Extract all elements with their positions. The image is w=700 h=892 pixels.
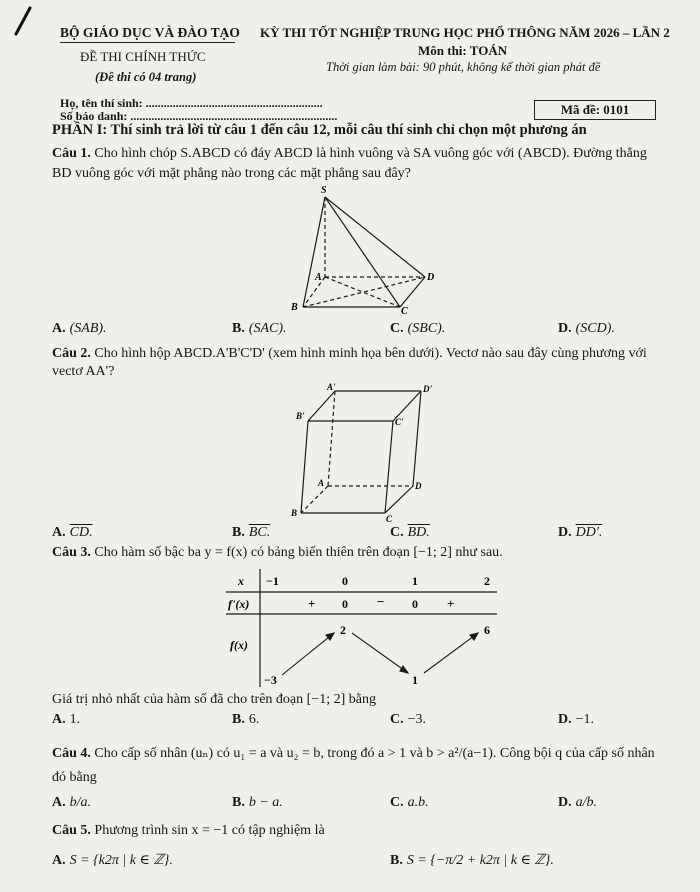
- q1-option-c[interactable]: C. (SBC).: [390, 321, 446, 336]
- q2-number: Câu 2.: [52, 346, 91, 361]
- q2-line1: [52, 346, 647, 362]
- q3-x-4: 2: [484, 574, 490, 588]
- q5-option-b[interactable]: B. S = {−π/2 + k2π | k ∈ ℤ}.: [390, 853, 554, 868]
- q3-option-d[interactable]: D. −1.: [558, 712, 595, 727]
- q3-fp-sign2: 0: [342, 597, 348, 611]
- q2-label-D: D: [415, 481, 422, 491]
- ministry-name: BỘ GIÁO DỤC VÀ ĐÀO TẠO: [60, 25, 240, 40]
- q3-fp-sign5: +: [447, 596, 455, 611]
- q2-option-c[interactable]: C. BD.: [390, 525, 430, 540]
- q3-x-1: −1: [266, 574, 279, 588]
- q1-label-S: S: [321, 185, 327, 196]
- q1-text1: Cho hình chóp S.ABCD có đáy ABCD là hình vuông và SA vuông góc với (ABCD). Đường thẳng: [94, 146, 647, 161]
- q2-label-A: A: [318, 478, 325, 488]
- q3-x-3: 1: [412, 574, 418, 588]
- q3-variation-table: [222, 567, 502, 692]
- q4-option-b[interactable]: B. b − a.: [232, 795, 283, 810]
- id-line: Số báo danh: .....................................................................: [60, 109, 338, 123]
- q5-option-a[interactable]: A. S = {k2π | k ∈ ℤ}.: [52, 853, 173, 868]
- q1-label-B: B: [291, 302, 298, 313]
- q3-fp-sign3: −: [377, 594, 385, 609]
- q1-option-d[interactable]: D. (SCD).: [558, 321, 615, 336]
- q3-f-val3: 1: [412, 673, 418, 687]
- ministry-underline: [60, 42, 235, 43]
- q5-line1: [52, 823, 325, 839]
- exam-title: KỲ THI TỐT NGHIỆP TRUNG HỌC PHỔ THÔNG NĂM 2026 – LẦN 2: [260, 25, 670, 40]
- q3-x-2: 0: [342, 574, 348, 588]
- q3-number: Câu 3.: [52, 545, 91, 560]
- q4-option-c[interactable]: C. a.b.: [390, 795, 429, 810]
- q4-text2: đó bằng: [52, 770, 97, 785]
- pages-note: (Đề thi có 04 trang): [95, 70, 197, 84]
- q2-option-a[interactable]: A. CD.: [52, 525, 93, 540]
- exam-code-box: [534, 100, 656, 120]
- name-line: Họ, tên thí sinh: ...........................................................: [60, 96, 323, 110]
- q2-label-C: C: [386, 514, 393, 523]
- q3-fp-label: f'(x): [228, 597, 250, 611]
- q3-option-b[interactable]: B. 6.: [232, 712, 260, 727]
- time-note: Thời gian làm bài: 90 phút, không kể thời gian phát đề: [326, 60, 601, 74]
- exam-code: Mã đề: 0101: [560, 102, 630, 117]
- q2-label-B1: B': [296, 411, 305, 421]
- official-label: ĐỀ THI CHÍNH THỨC: [80, 49, 206, 64]
- q3-text1: Cho hàm số bậc ba y = f(x) có bảng biến thiên trên đoạn [−1; 2] như sau.: [94, 545, 503, 560]
- q1-option-b[interactable]: B. (SAC).: [232, 321, 287, 336]
- q2-box-figure: [283, 383, 453, 523]
- pen-mark: [0, 0, 40, 45]
- q3-option-a[interactable]: A. 1.: [52, 712, 81, 727]
- q3-text2: Giá trị nhỏ nhất của hàm số đã cho trên đoạn [−1; 2] bằng: [52, 692, 376, 707]
- q1-text2: BD vuông góc với mặt phẳng nào trong các mặt phẳng sau đây?: [52, 166, 411, 181]
- q1-label-A: A: [315, 272, 322, 283]
- q3-f-val4: 6: [484, 623, 490, 637]
- q2-label-B: B: [291, 508, 298, 518]
- q1-pyramid-figure: [285, 182, 445, 317]
- q1-line1: [52, 146, 647, 162]
- q2-text2: vectơ AA'?: [52, 364, 115, 379]
- subject: Môn thi: TOÁN: [418, 43, 508, 58]
- q3-option-c[interactable]: C. −3.: [390, 712, 427, 727]
- q4-line1: [52, 745, 655, 762]
- q5-number: Câu 5.: [52, 823, 91, 838]
- q3-f-label: f(x): [230, 638, 248, 652]
- q1-label-D: D: [427, 272, 435, 283]
- q1-label-C: C: [401, 306, 408, 317]
- q3-line1: [52, 545, 503, 561]
- q2-label-C1: C': [395, 417, 404, 427]
- q4-option-a[interactable]: A. b/a.: [52, 795, 92, 810]
- q2-text1: Cho hình hộp ABCD.A'B'C'D' (xem hình minh họa bên dưới). Vectơ nào sau đây cùng phương với: [94, 346, 647, 361]
- q2-option-d[interactable]: D. DD'.: [558, 525, 603, 540]
- q5-text1: Phương trình sin x = −1 có tập nghiệm là: [94, 823, 325, 838]
- q4-number: Câu 4.: [52, 746, 91, 761]
- q3-fp-sign1: +: [308, 596, 316, 611]
- q1-option-a[interactable]: A. (SAB).: [52, 321, 107, 336]
- q4-option-d[interactable]: D. a/b.: [558, 795, 598, 810]
- q3-x-label: x: [238, 574, 244, 588]
- q2-label-A1: A': [327, 383, 336, 392]
- q2-label-D1: D': [423, 384, 432, 394]
- q1-number: Câu 1.: [52, 146, 91, 161]
- q2-option-b[interactable]: B. BC.: [232, 525, 271, 540]
- part1-title: PHẦN I: Thí sinh trả lời từ câu 1 đến câu 12, mỗi câu thí sinh chỉ chọn một phương án: [52, 122, 587, 138]
- q3-fp-sign4: 0: [412, 597, 418, 611]
- q3-f-val2: 2: [340, 623, 346, 637]
- q4-text1: Cho cấp số nhân (uₙ) có u₁ = a và u₂ = b, trong đó a > 1 và b > a²/(a−1). Công bội q của cấp số nhân: [94, 746, 655, 761]
- q3-f-val1: −3: [264, 673, 277, 687]
